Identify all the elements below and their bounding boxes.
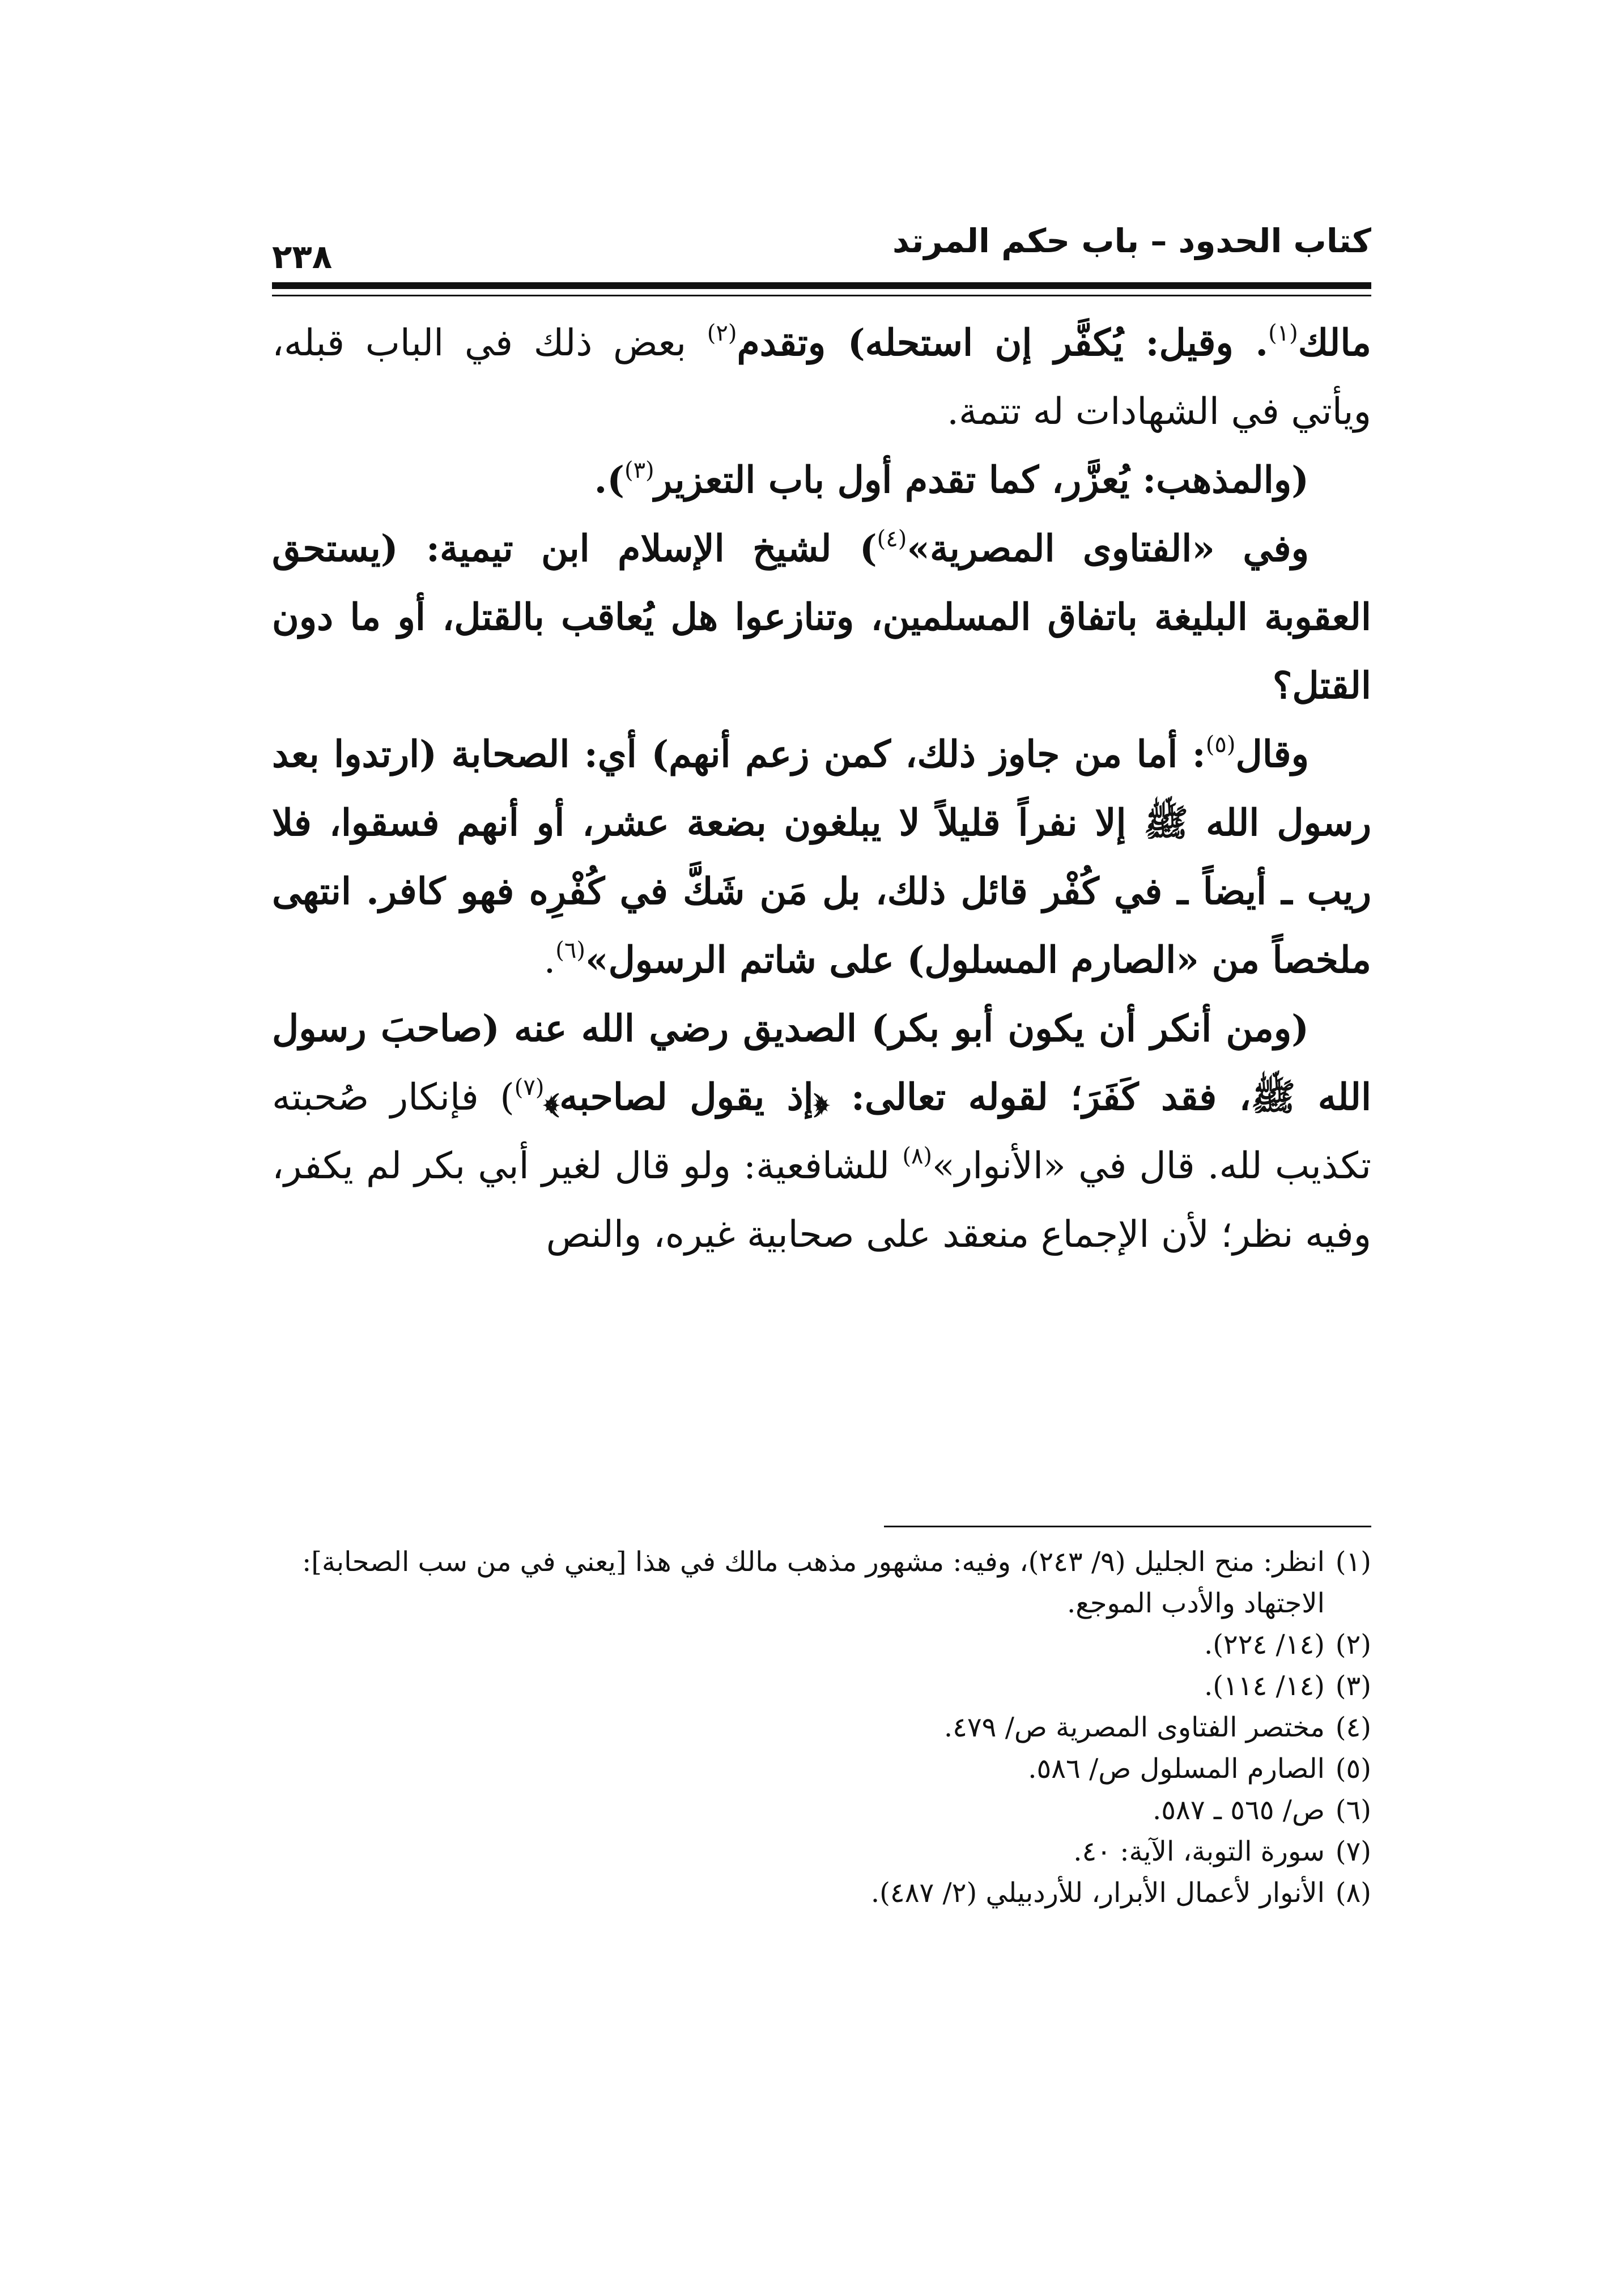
- paragraph-1: [272, 309, 1371, 446]
- text-run: مالك: [1298, 321, 1371, 364]
- footnote-ref: (٦): [555, 937, 585, 963]
- text-run: بعض ذلك في الباب قبله، ويأتي في الشهادات له تتمة.: [272, 322, 1371, 433]
- footnote-number: (٨): [1335, 1877, 1371, 1909]
- footnote-number: (٦): [1335, 1794, 1371, 1826]
- text-run: (والمذهب: يُعزَّر، كما تقدم أول باب التعزير: [654, 458, 1309, 502]
- footnotes: [272, 1542, 1371, 1914]
- paragraph-2: [272, 446, 1371, 515]
- footnote-text: (١٤/ ١١٤).: [1204, 1670, 1325, 1702]
- footnote: [272, 1542, 1371, 1624]
- text-run: للشافعية: ولو قال لغير أبي بكر لم يكفر، وفيه نظر؛ لأن الإجماع منعقد على صحابية غيره، والنص: [272, 1145, 1371, 1256]
- paragraph-4: [272, 720, 1371, 995]
- book-page: [272, 215, 1371, 1909]
- footnote-separator: [884, 1526, 1371, 1527]
- footnote-number: (٧): [1335, 1836, 1371, 1867]
- footnote-ref: (٨): [902, 1143, 933, 1169]
- header-rule-thick: [272, 282, 1371, 289]
- paragraph-3: [272, 515, 1371, 720]
- footnote-text: سورة التوبة، الآية: ٤٠.: [1073, 1836, 1325, 1867]
- footnote-ref: (٧): [514, 1075, 545, 1101]
- footnote-ref: (٢): [707, 320, 737, 346]
- text-run: : أما من جاوز ذلك، كمن زعم أنهم) أي: الصحابة (ارتدوا بعد رسول الله ﷺ إلا نفراً قليلاً لا يبلغون بضعة عشر، أو أنهم فسقوا، فلا ريب ـ أيضاً ـ في كُفْر قائل ذلك، بل مَن شَكَّ في كُفْرِه فهو كافر. انتهى ملخصاً من «الصارم المسلول) على شاتم الرسول»: [272, 733, 1371, 982]
- footnote: [272, 1707, 1371, 1748]
- footnote: [272, 1666, 1371, 1707]
- text-run: ).: [594, 458, 624, 502]
- body-text: [272, 309, 1371, 1269]
- text-run: وفي «الفتاوى المصرية»: [907, 527, 1309, 570]
- text-run: . وقيل: يُكفَّر إن استحله) وتقدم: [737, 321, 1269, 364]
- running-title: كتاب الحدود – باب حكم المرتد: [892, 222, 1371, 260]
- footnote-text: (١٤/ ٢٢٤).: [1204, 1629, 1325, 1661]
- footnote: [272, 1790, 1371, 1831]
- footnote: [272, 1872, 1371, 1914]
- footnote-text: انظر: منح الجليل (٩/ ٢٤٣)، وفيه: مشهور مذهب مالك في هذا [يعني في من سب الصحابة]: الاجتهاد والأدب الموجع.: [302, 1546, 1325, 1619]
- text-run: ) فإنكار صُحبته تكذيب لله. قال في «الأنوار»: [272, 1076, 1371, 1187]
- footnote-number: (٤): [1335, 1712, 1371, 1743]
- footnote-number: (٣): [1335, 1670, 1371, 1702]
- footnote: [272, 1831, 1371, 1872]
- footnote-ref: (٣): [624, 457, 654, 483]
- footnote-text: ص/ ٥٦٥ ـ ٥٨٧.: [1153, 1794, 1325, 1826]
- text-run: وقال: [1235, 733, 1309, 776]
- paragraph-5: [272, 995, 1371, 1269]
- text-run: .: [543, 939, 556, 982]
- text-run: ) لشيخ الإسلام ابن تيمية: (يستحق العقوبة البليغة باتفاق المسلمين، وتنازعوا هل يُعاقب بالقتل، أو ما دون القتل؟: [272, 527, 1371, 707]
- footnote: [272, 1748, 1371, 1790]
- footnote-ref: (١): [1268, 320, 1298, 346]
- text-run: (ومن أنكر أن يكون أبو بكر) الصديق رضي الله عنه (صاحبَ رسول الله ﷺ، فقد كَفَرَ؛ لقوله تعالى: ﴿إذ يقول لصاحبه﴾: [272, 1007, 1371, 1119]
- footnote-number: (٢): [1335, 1629, 1371, 1661]
- footnote-text: الأنوار لأعمال الأبرار، للأردبيلي (٢/ ٤٨٧).: [870, 1877, 1325, 1909]
- footnote-ref: (٥): [1205, 732, 1236, 758]
- footnote-ref: (٤): [877, 526, 907, 552]
- page-header: [272, 215, 1371, 278]
- footnote-text: مختصر الفتاوى المصرية ص/ ٤٧٩.: [943, 1712, 1325, 1743]
- footnote-number: (١): [1335, 1546, 1371, 1578]
- footnote: [272, 1624, 1371, 1666]
- header-rule-thin: [272, 295, 1371, 296]
- footnote-number: (٥): [1335, 1753, 1371, 1785]
- footnote-text: الصارم المسلول ص/ ٥٨٦.: [1028, 1753, 1325, 1785]
- page-number: ٢٣٨: [272, 237, 333, 276]
